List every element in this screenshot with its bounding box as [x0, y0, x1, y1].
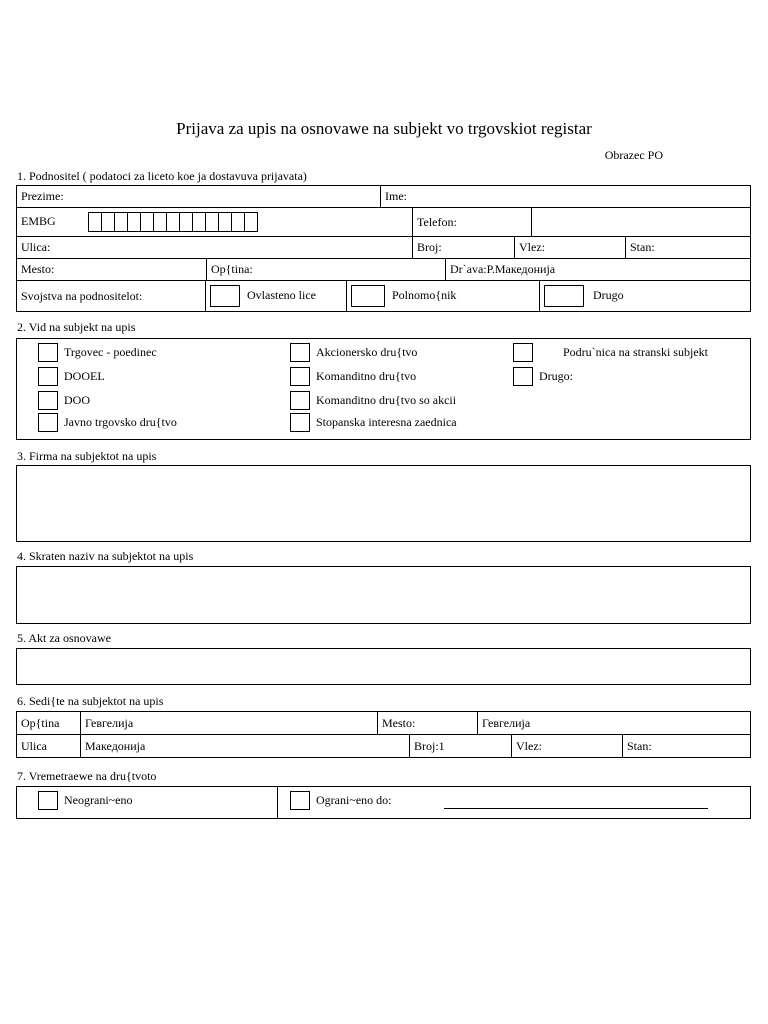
seat-ulica-label: Ulica	[21, 738, 47, 753]
section-1-label: 1. Podnositel ( podatoci za liceto koe ja dostavuva prijavata)	[17, 169, 307, 183]
ulica-field[interactable]	[17, 237, 413, 259]
drugo-cell	[540, 281, 751, 312]
skraten-naziv-field[interactable]	[16, 566, 751, 624]
duration-divider	[277, 786, 278, 818]
row-address	[16, 236, 751, 259]
option-label: Neograni~eno	[64, 793, 133, 807]
stan-label: Stan:	[630, 240, 655, 254]
seat-broj-label: Broj:1	[414, 738, 445, 753]
opstina-label: Op{tina:	[211, 262, 253, 276]
seat-opstina-label: Op{tina	[21, 715, 60, 730]
form-title: Prijava za upis na osnovawe na subjekt vo trgovskiot registar	[176, 119, 592, 138]
polnomosnik-checkbox[interactable]	[351, 285, 385, 307]
ovlasteno-label: Ovlasteno lice	[247, 287, 316, 302]
ograniceno-date-line[interactable]	[444, 808, 708, 809]
svojstva-cell	[17, 281, 206, 312]
drugo-label: Drugo	[593, 287, 624, 302]
option-javno-trgovsko[interactable]	[38, 413, 177, 432]
ovlasteno-cell	[206, 281, 347, 312]
telefon-field[interactable]	[532, 208, 751, 237]
svojstva-label: Svojstva na podnositelot:	[21, 288, 143, 303]
option-dooel[interactable]	[38, 367, 105, 386]
telefon-label-cell	[413, 208, 532, 237]
option-label: Akcionersko dru{tvo	[316, 345, 418, 359]
prezime-label: Prezime:	[21, 189, 64, 203]
row-name	[16, 185, 751, 208]
ime-label: Ime:	[385, 189, 407, 203]
opstina-field[interactable]	[207, 259, 446, 281]
polnomosnik-cell	[347, 281, 540, 312]
option-ograniceno[interactable]	[290, 791, 391, 810]
section-5-label: 5. Akt za osnovawe	[17, 631, 111, 645]
option-stopanska[interactable]	[290, 413, 457, 432]
seat-opstina-field[interactable]	[81, 712, 378, 735]
option-drugo[interactable]	[513, 367, 573, 386]
checkbox[interactable]	[38, 791, 58, 810]
row-embg	[16, 207, 751, 237]
polnomosnik-label: Polnomo{nik	[392, 287, 457, 302]
telefon-label: Telefon:	[417, 214, 457, 229]
drugo-checkbox[interactable]	[544, 285, 584, 307]
row-capacity	[16, 280, 751, 312]
seat-stan-field[interactable]	[623, 735, 751, 758]
checkbox[interactable]	[513, 367, 533, 386]
seat-opstina-label-cell	[17, 712, 81, 735]
section-7-label: 7. Vremetraewe na dru{tvoto	[17, 769, 157, 783]
option-label: Drugo:	[539, 369, 573, 383]
ime-field[interactable]	[381, 186, 751, 208]
option-label: Ograni~eno do:	[316, 793, 392, 807]
vlez-label: Vlez:	[519, 240, 545, 254]
option-label: Trgovec - poedinec	[64, 345, 157, 359]
option-label: Podru`nica na stranski subjekt	[563, 345, 708, 359]
seat-row-1	[16, 711, 751, 735]
seat-ulica-value: Македонија	[85, 738, 146, 753]
embg-label: EMBG	[21, 213, 56, 228]
seat-mesto-label-cell	[378, 712, 478, 735]
section-2-label: 2. Vid na subjekt na upis	[17, 320, 136, 334]
checkbox[interactable]	[290, 791, 310, 810]
checkbox[interactable]	[513, 343, 533, 362]
option-akcionersko[interactable]	[290, 343, 417, 362]
seat-mesto-field[interactable]	[478, 712, 751, 735]
embg-digit-boxes[interactable]	[89, 212, 258, 232]
section-6-label: 6. Sedi{te na subjektot na upis	[17, 694, 164, 708]
checkbox[interactable]	[290, 391, 310, 410]
mesto-label: Mesto:	[21, 262, 55, 276]
seat-opstina-value: Гевгелија	[85, 715, 134, 730]
seat-ulica-field[interactable]	[81, 735, 410, 758]
seat-vlez-label: Vlez:	[516, 738, 542, 753]
option-doo[interactable]	[38, 391, 90, 410]
prezime-field[interactable]	[17, 186, 381, 208]
option-podruznica[interactable]	[513, 343, 708, 362]
section-4-label: 4. Skraten naziv na subjektot na upis	[17, 549, 194, 563]
embg-field[interactable]	[17, 208, 413, 237]
checkbox[interactable]	[290, 343, 310, 362]
seat-row-2	[16, 734, 751, 758]
option-komanditno-akcii[interactable]	[290, 391, 456, 410]
section-3-label: 3. Firma na subjektot na upis	[17, 449, 157, 463]
option-neograniceno[interactable]	[38, 791, 132, 810]
checkbox[interactable]	[38, 391, 58, 410]
seat-mesto-value: Гевгелија	[482, 715, 531, 730]
vlez-field[interactable]	[515, 237, 626, 259]
checkbox[interactable]	[290, 413, 310, 432]
checkbox[interactable]	[38, 343, 58, 362]
seat-broj-field[interactable]	[410, 735, 512, 758]
seat-vlez-field[interactable]	[512, 735, 623, 758]
checkbox[interactable]	[38, 367, 58, 386]
option-label: Javno trgovsko dru{tvo	[64, 415, 177, 429]
drzava-label: Dr`ava:Р.Македонија	[450, 262, 556, 276]
drzava-field	[446, 259, 751, 281]
form-code: Obrazec PO	[604, 148, 663, 162]
row-location	[16, 258, 751, 281]
option-label: DOOEL	[64, 369, 105, 383]
firma-field[interactable]	[16, 465, 751, 542]
ulica-label: Ulica:	[21, 240, 51, 254]
broj-label: Broj:	[417, 240, 442, 254]
seat-ulica-label-cell	[17, 735, 81, 758]
checkbox[interactable]	[38, 413, 58, 432]
broj-field[interactable]	[413, 237, 515, 259]
ovlasteno-checkbox[interactable]	[210, 285, 240, 307]
option-label: Komanditno dru{tvo	[316, 369, 417, 383]
option-label: DOO	[64, 393, 90, 407]
option-komanditno[interactable]	[290, 367, 416, 386]
stan-field[interactable]	[626, 237, 751, 259]
akt-field[interactable]	[16, 648, 751, 685]
option-label: Komanditno dru{tvo so akcii	[316, 393, 457, 407]
checkbox[interactable]	[290, 367, 310, 386]
option-trgovec[interactable]	[38, 343, 157, 362]
seat-stan-label: Stan:	[627, 738, 652, 753]
seat-mesto-label: Mesto:	[382, 715, 416, 730]
mesto-field[interactable]	[17, 259, 207, 281]
option-label: Stopanska interesna zaednica	[316, 415, 457, 429]
